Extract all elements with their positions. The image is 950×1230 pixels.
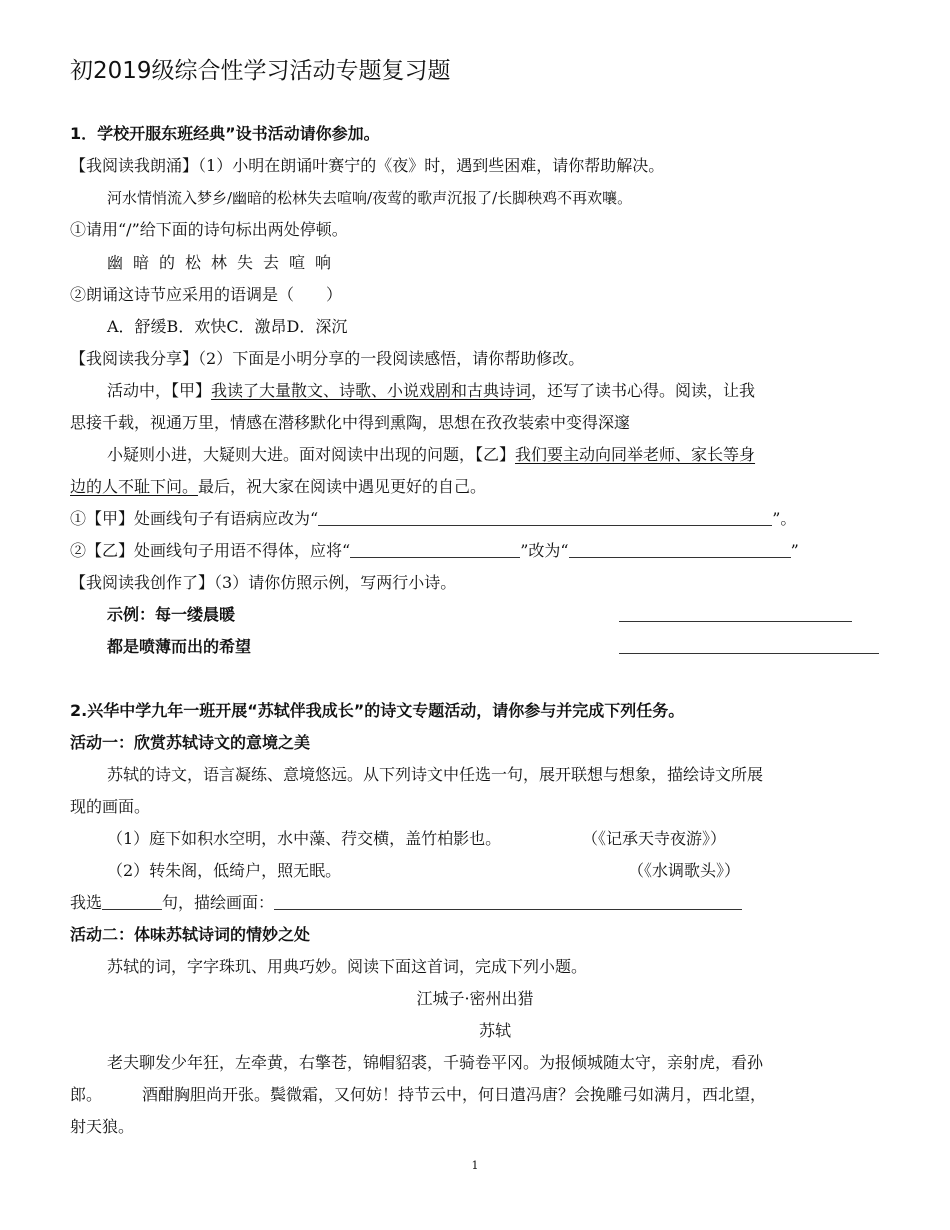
q1-part2-label: 【我阅读我分享】 [70,349,199,368]
q2-act1-answer-pre: 我选 [70,893,103,912]
page-title: 初2019级综合性学习活动专题复习题 [70,58,451,84]
q1-part2-underlined-jia: 我读了大量散文、诗歌、小说戏剧和古典诗词 [211,381,532,400]
q1-part3-line [70,571,456,595]
q1-part3-label: 【我阅读我创作了】 [70,573,215,592]
q1-part1-sub2: ②朗诵这诗节应采用的语调是（ ） [70,285,343,304]
poem-line-2b: 酒酣胸胆尚开张。鬓微霜，又何妨！持节云中，何日遣冯唐？会挽雕弓如满月，西北望， [142,1085,767,1104]
q1-part2-p2-post: 最后，祝大家在阅读中遇见更好的自己。 [198,477,487,496]
q1-part2-sub2 [70,539,799,563]
q2-act1-answer-mid: 句，描绘画面： [162,893,275,912]
q1-part3-example2: 都是喷薄而出的希望 [107,637,252,656]
q1-part2-sub2-pre: ②【乙】处画线句子用语不得体，应将“ [70,541,351,560]
poem-answer-line-2[interactable] [619,653,879,654]
q2-act1-item1-source: （《记承天寺夜游》） [582,829,727,848]
q1-part2-underlined-yi-a: 我们要主动向同举老师、家长等身 [515,445,756,464]
q2-heading: 2.兴华中学九年一班开展“苏轼伴我成长”的诗文专题活动，请你参与并完成下列任务。 [70,701,685,720]
q1-part2-p1-post: ，还写了读书心得。阅读，让我 [531,381,756,400]
q1-part1-sub1-line: 幽暗的松林失去喧响 [107,253,342,272]
page-number: 1 [471,1159,479,1172]
q1-part2-sub1 [70,507,796,531]
poem-line-3: 射天狼。 [70,1117,135,1136]
q1-part2-tag-yi: 【乙】 [475,445,516,464]
q1-poem: 河水情悄流入梦乡/幽暗的松林失去喧响/夜莺的歌声沉报了/长脚秧鸡不再欢嚷。 [107,189,633,207]
q1-part1-label: 【我阅读我朗涌】 [70,156,199,175]
answer-blank-yi-original[interactable] [350,541,520,558]
q1-part2-para1-line1 [107,379,755,403]
answer-blank-jia[interactable] [318,509,772,526]
q1-part2-text: （2）下面是小明分享的一段阅读感悟，请你帮助修改。 [198,349,585,368]
q1-part2-line [70,347,584,371]
q1-part2-sub1-pre: ①【甲】处画线句子有语病应改为“ [70,509,319,528]
poem-answer-line-1[interactable] [619,621,852,622]
q2-act1-item2-source: （《水调歌头》） [628,861,741,880]
q2-act1-item1: （1）庭下如积水空明，水中藻、荇交横，盖竹柏影也。 [107,829,502,848]
q2-act1-title: 活动一：欣赏苏轼诗文的意境之美 [70,733,311,752]
q2-act1-intro-line1: 苏轼的诗文，语言凝练、意境悠远。从下列诗文中任选一句，展开联想与想象，描绘诗文所展 [107,765,764,784]
q2-act2-title: 活动二：体味苏轼诗词的情妙之处 [70,925,311,944]
q2-act1-intro-line2: 现的画面。 [70,797,151,816]
q1-part2-sub2-post: ” [790,541,799,560]
q2-act1-answer [70,891,742,915]
q1-part2-para1-line2: 思接千载，视通万里，情感在潜移默化中得到熏陶，思想在孜孜装索中变得深邃 [70,413,631,432]
q1-part2-tag-jia: 【甲】 [171,381,212,400]
q2-act2-intro: 苏轼的词，字字珠玑、用典巧妙。阅读下面这首词，完成下列小题。 [107,957,588,976]
q1-part3-example1: 示例：每一缕晨暖 [107,605,236,624]
q1-part1-sub1: ①请用“/”给下面的诗句标出两处停顿。 [70,220,348,239]
answer-blank-choice[interactable] [102,893,162,910]
poem-author: 苏轼 [478,1021,511,1040]
poem-line-2a: 郎。 [70,1085,103,1104]
q1-part2-p2-pre: 小疑则小进，大疑则大进。面对阅读中出现的问题， [107,445,476,464]
q1-part3-text: （3）请你仿照示例，写两行小诗。 [214,573,457,592]
q1-part1-options: A．舒缓B．欢快C．激昂D．深沉 [107,317,348,336]
poem-line-2 [70,1083,766,1107]
poem-title: 江城子·密州出猎 [416,989,534,1008]
answer-blank-description[interactable] [274,893,742,910]
answer-blank-yi-revised[interactable] [569,541,791,558]
q1-part2-underlined-yi-b: 边的人不耻下问。 [70,477,199,496]
q1-part2-p1-pre: 活动中， [107,381,172,400]
q1-part2-para2-line2 [70,475,486,499]
q1-part2-para2-line1 [107,443,755,467]
q1-part1-line [70,154,664,178]
q1-heading: 1．学校开服东班经典”设书活动请你参加。 [70,124,380,143]
q1-part2-sub2-mid: ”改为“ [520,541,569,560]
poem-line-1: 老夫聊发少年狂，左牵黄，右擎苍，锦帽貂裘，千骑卷平冈。为报倾城随太守，亲射虎，看孙 [107,1053,764,1072]
q2-act1-item2: （2）转朱阁，低绮户，照无眠。 [107,861,342,880]
q1-part2-sub1-post: ”。 [772,509,797,528]
q1-part1-text: （1）小明在朗诵叶赛宁的《夜》时，遇到些困难，请你帮助解决。 [198,156,665,175]
